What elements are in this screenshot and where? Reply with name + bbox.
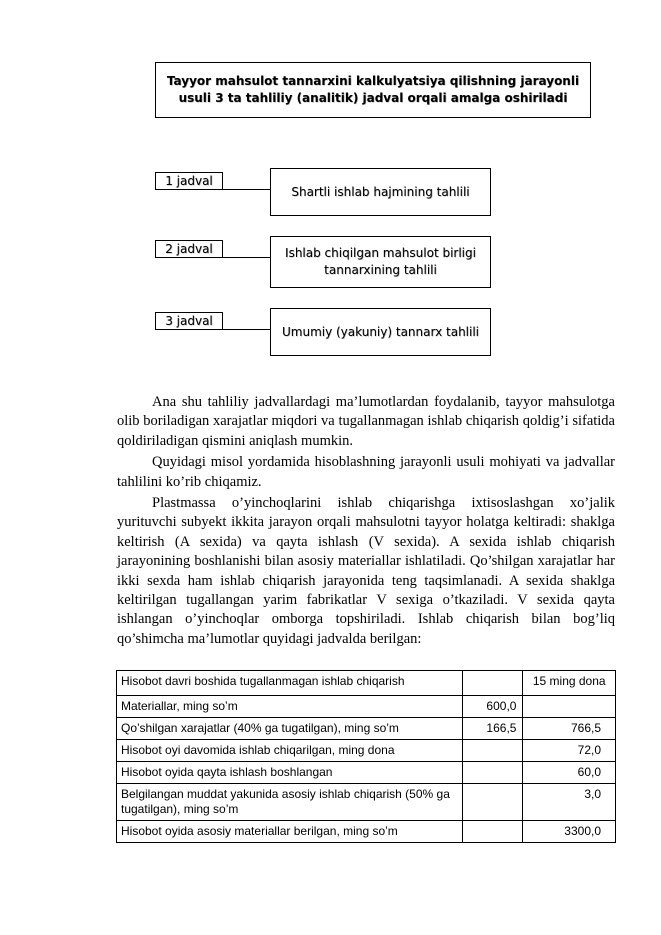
table-cell-label: Hisobot oyi davomida ishlab chiqarilgan, ming dona (117, 740, 463, 762)
paragraph-2: Quyidagi misol yordamida hisoblashning jarayonli usuli mohiyati va jadvallar tahlilini ko’rib chiqamiz. (117, 454, 615, 490)
table-cell-label: Qo’shilgan xarajatlar (40% ga tugatilgan), ming so’m (117, 718, 463, 740)
box-umumiy-tannarx: Umumiy (yakuniy) tannarx tahlili (270, 308, 491, 356)
table-cell-total: 15 ming dona (523, 671, 616, 696)
table-cell-label: Hisobot oyida qayta ishlash boshlangan (117, 762, 463, 784)
connector-line-3 (155, 329, 270, 330)
table-cell-total: 766,5 (523, 718, 616, 740)
table-cell-label: Hisobot oyida asosiy materiallar berilgan, ming so’m (117, 821, 463, 843)
table-row (117, 718, 616, 740)
tag-jadval-3: 3 jadval (155, 312, 223, 329)
box-shartli-ishlab-hajmi: Shartli ishlab hajmining tahlili (270, 168, 491, 216)
paragraph-3: Plastmassa o’yinchoqlarini ishlab chiqarishga ixtisoslashgan xo’jalik yurituvchi subyekt ikkita jarayon orqali mahsulotni tayyor holatga keltiradi: shaklga keltirish (A sexida) va qayta ishlash (V sexida). A sexida ishlab chiqarish jarayonining boshlanishi bilan asosiy materiallar ishlatiladi. Qo’shilgan xarajatlar har ikki sexda ham ishlab chiqarish jarayonida teng taqsimlanadi. A sexida shaklga keltirilgan tugallangan yarim fabrikatlar V sexiga o’tkaziladi. V sexida qayta ishlangan o’yinchoqlar omborga topshiriladi. Ishlab chiqarish bilan bog’liq qo’shimcha ma’lumotlar quyidagi jadvalda berilgan: (117, 495, 615, 647)
table-cell-value: 600,0 (462, 696, 523, 718)
table-cell-value (462, 784, 523, 821)
table-cell-total: 72,0 (523, 740, 616, 762)
table-cell-total: 3,0 (523, 784, 616, 821)
main-box: Tayyor mahsulot tannarxini kalkulyatsiya qilishning jarayonli usuli 3 ta tahliliy (analitik) jadval orqali amalga oshiriladi (155, 62, 591, 118)
table-cell-total: 3300,0 (523, 821, 616, 843)
data-table (116, 670, 616, 843)
table-cell-label: Hisobot davri boshida tugallanmagan ishlab chiqarish (117, 671, 463, 696)
table-row (117, 671, 616, 696)
table-cell-value (462, 762, 523, 784)
table-cell-value: 166,5 (462, 718, 523, 740)
table-cell-total: 60,0 (523, 762, 616, 784)
table-cell-label: Belgilangan muddat yakunida asosiy ishlab chiqarish (50% ga tugatilgan), ming so’m (117, 784, 463, 821)
table-row (117, 740, 616, 762)
table-cell-value (462, 671, 523, 696)
tag-jadval-1: 1 jadval (155, 172, 223, 189)
connector-line-1 (155, 189, 270, 190)
table-row (117, 696, 616, 718)
table-cell-total (523, 696, 616, 718)
table-row (117, 762, 616, 784)
box-birligi-tannarxi: Ishlab chiqilgan mahsulot birligi tannarxining tahlili (270, 236, 491, 288)
connector-line-2 (155, 257, 270, 258)
table-cell-value (462, 821, 523, 843)
paragraph-1: Ana shu tahliliy jadvallardagi ma’lumotlardan foydalanib, tayyor mahsulotga olib boriladigan xarajatlar miqdori va tugallanmagan ishlab chiqarish qoldig’i sifatida qoldiriladigan qismini aniqlash mumkin. (117, 394, 615, 449)
table-row (117, 821, 616, 843)
tag-jadval-2: 2 jadval (155, 240, 223, 257)
table-cell-label: Materiallar, ming so’m (117, 696, 463, 718)
table-cell-value (462, 740, 523, 762)
table-row (117, 784, 616, 821)
body-text (117, 393, 615, 649)
